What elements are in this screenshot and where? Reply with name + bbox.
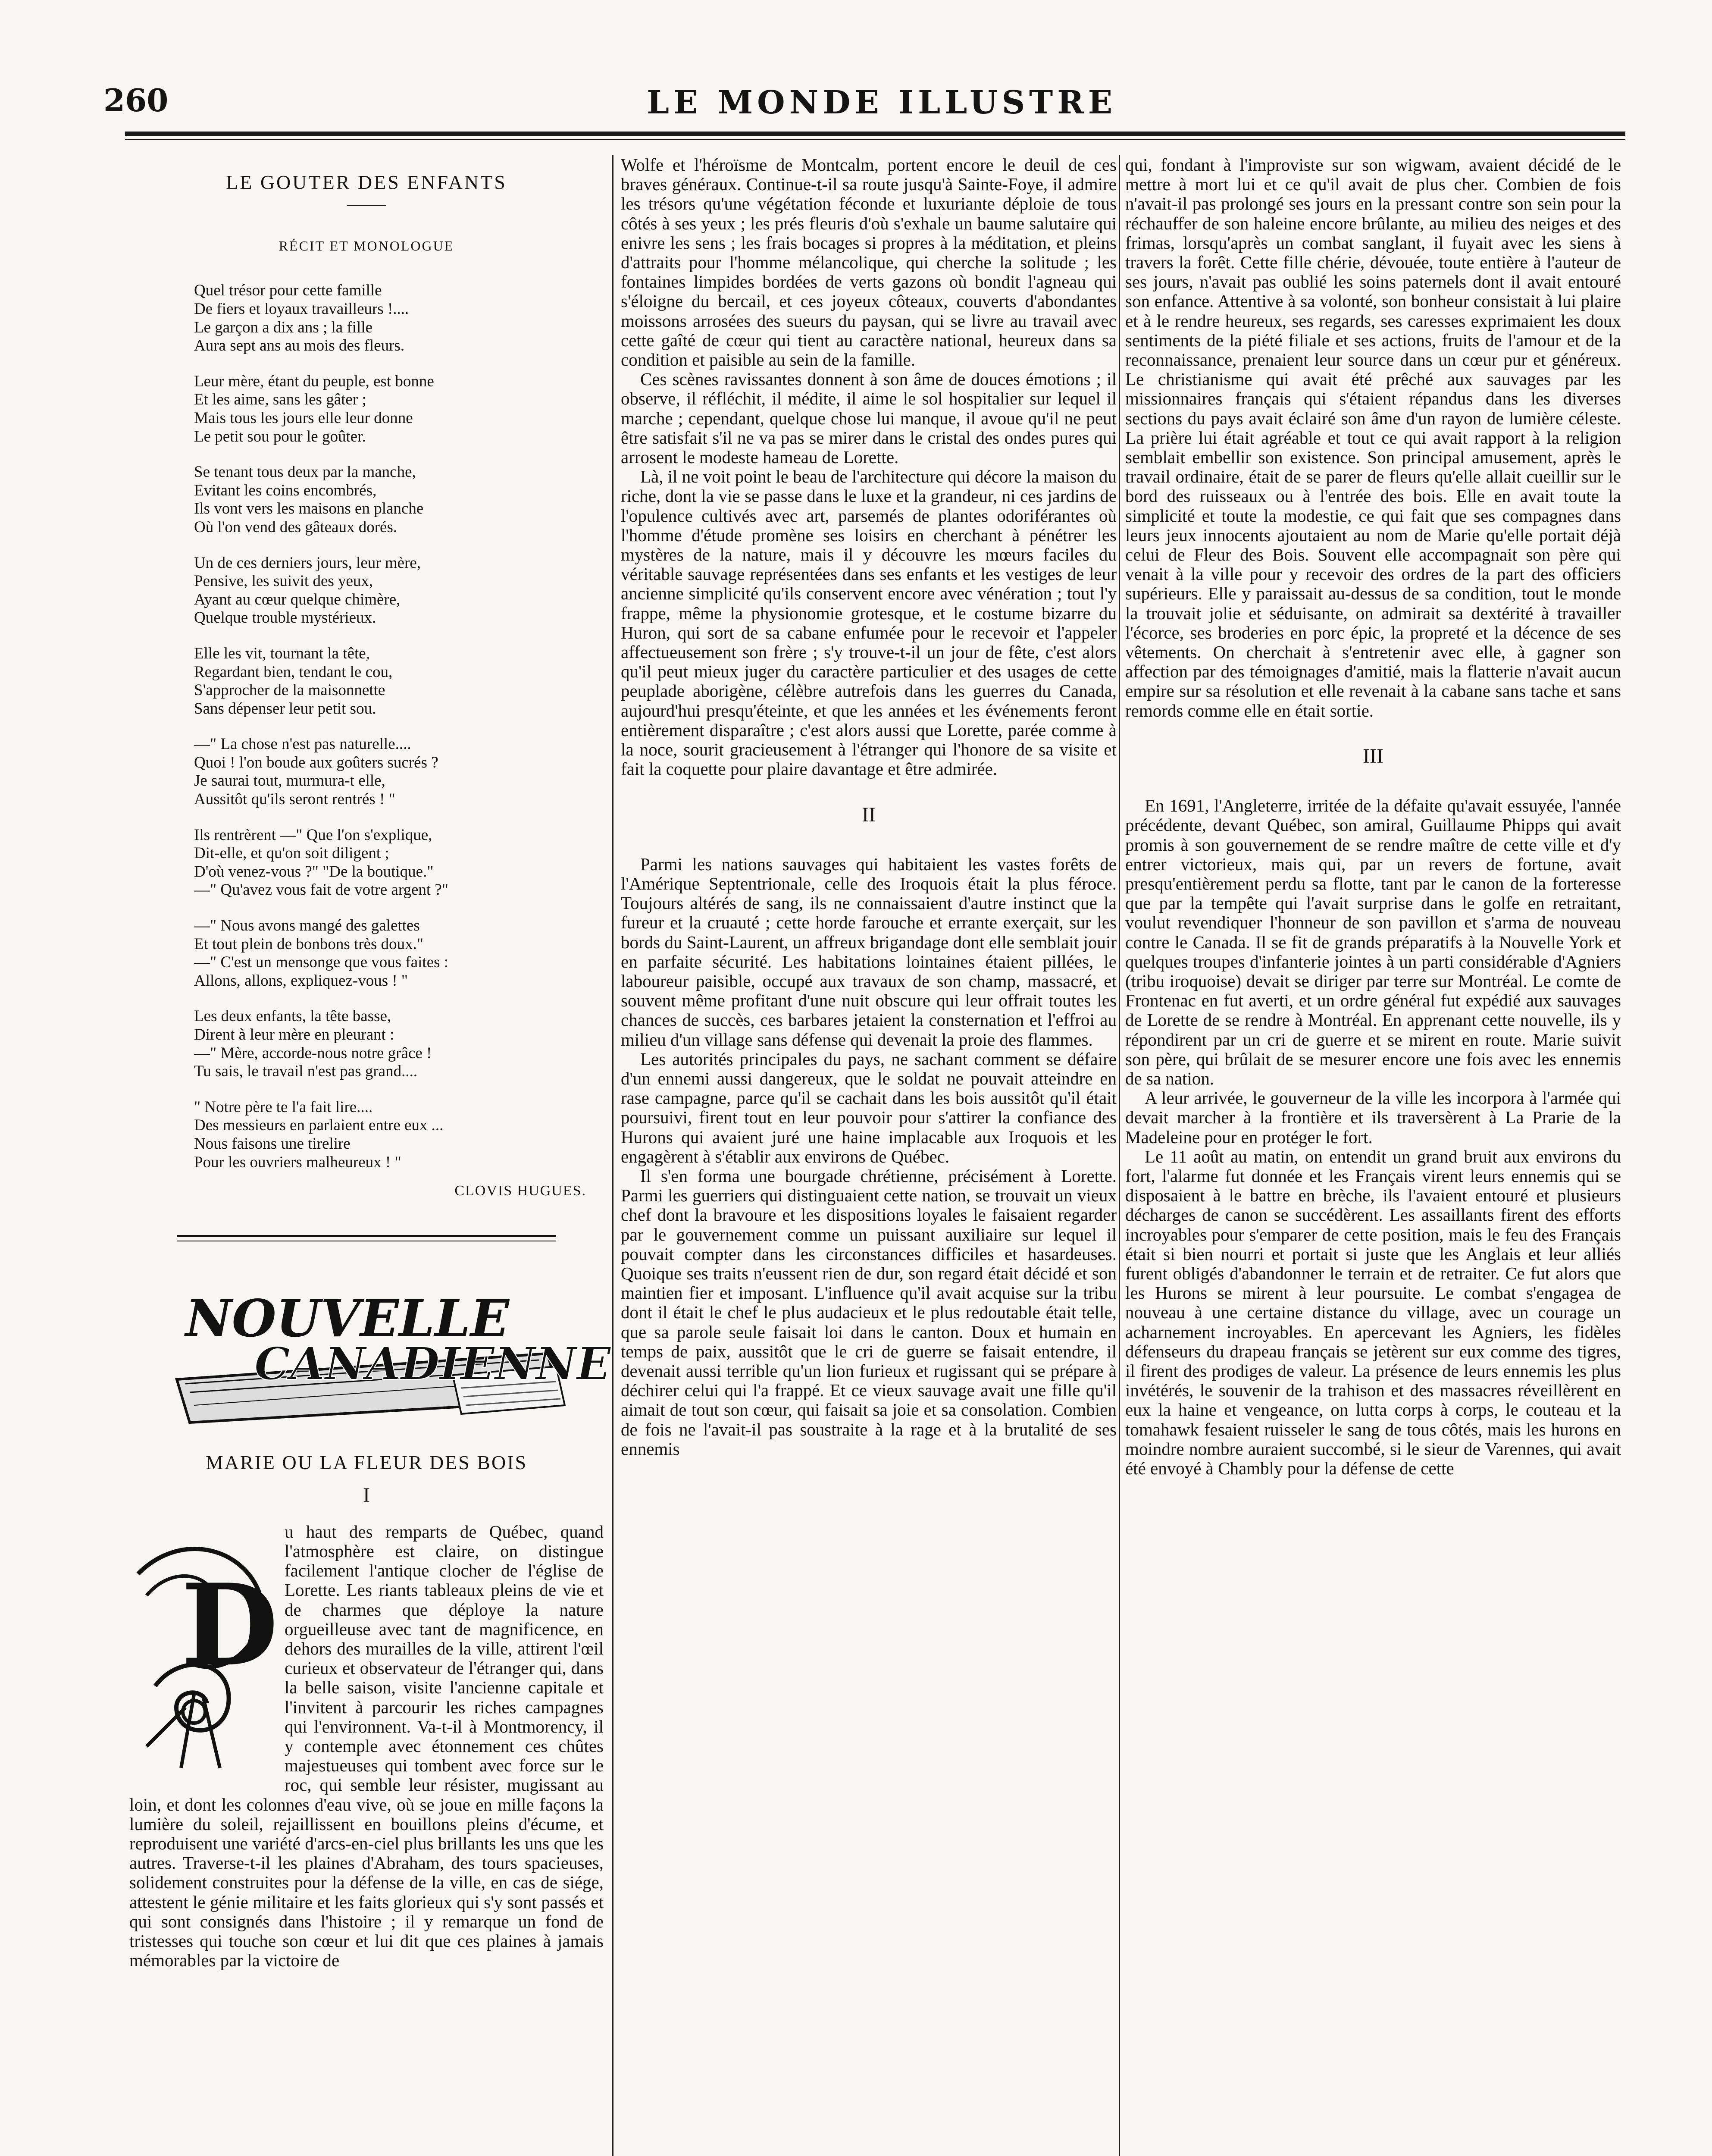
poem-line: De fiers et loyaux travailleurs !.... bbox=[194, 300, 409, 318]
poem-line: Et les aime, sans les gâter ; bbox=[194, 391, 366, 409]
column-3 bbox=[1125, 155, 1621, 1478]
poem-line: Sans dépenser leur petit sou. bbox=[194, 699, 376, 718]
paragraph: qui, fondant à l'improviste sur son wigwam, avaient décidé de le mettre à mort lui et ce qu'il avait de plus cher. Combien de fois n'avait-il pas prolongé ses jours en la pressant contre son sein pour la réchauffer de son haleine encore brûlante, au milieu des neiges et des frimas, lorsqu'après un combat sanglant, il fuyait avec les siens à travers la forêt. Cette fille chérie, dévouée, toute entière à l'auteur de ses jours, n'avait pas oublié les soins paternels dont il avait entouré son enfance. Attentive à sa volonté, son bonheur consistait à lui plaire et à le rendre heureux, ses regards, ses caresses exprimaient les doux sentiments de la piété filiale et ses actions, fruits de l'amour et de la reconnaissance, prenaient leur source dans un cœur pur et généreux. Le christianisme qui avait été prêché aux sauvages par les missionnaires français qui s'étaient répandus dans les diverses sections du pays avait éclairé son âme d'un rayon de lumière céleste. La prière lui était agréable et tout ce qui avait rapport à la religion semblait embellir son existence. Son principal amusement, après le travail ordinaire, était de se parer de fleurs qu'elle allait cueillir sur le bord des ruisseaux ou à l'entrée des bois. Elle en avait toute la simplicité et toute la modestie, ce qui fait que ses compagnes dans leurs jeux innocents ajoutaient au nom de Marie qu'elle portait déjà celui de Fleur des Bois. Souvent elle accompagnait son père qui venait à la ville pour y recevoir des ordres de la part des officiers supérieurs. Elle y paraissait au-dessus de sa condition, tout le monde la trouvait jolie et séduisante, on admirait sa dextérité à travailler l'écorce, ses broderies en porc épic, la propreté et la décence de ses vêtements. On cherchait à s'entretenir avec elle, à gagner son affection par des témoignages d'amitié, mais la flatterie n'avait aucun empire sur sa résolution et elle revenait à la cabane sans tache et sans remords comme elle en était sortie. bbox=[1125, 155, 1621, 721]
poem-line: Les deux enfants, la tête basse, bbox=[194, 1007, 391, 1025]
poem-line: Le garçon a dix ans ; la fille bbox=[194, 318, 373, 336]
story-paragraph-text: u haut des remparts de Québec, quand l'atmosphère est claire, on distingue facilement l'antique clocher de l'église de Lorette. Les riants tableaux pleins de vie et de charmes que déploye la nature orgueilleuse avec tant de magnificence, en dehors des murailles de la ville, attirent l'œil curieux et observateur de l'étranger qui, dans la belle saison, visite l'ancienne capitale et l'invitent à parcourir les riches campagnes qui l'environnent. Va-t-il à Montmorency, il y contemple avec étonnement ces chûtes majestueuses qui tombent avec force sur le roc, qui semble leur résister, mugissant au loin, et dont les colonnes d'eau vive, où se joue en mille façons la lumière du soleil, rejaillissent en bouillons pleins d'écume, et reproduisent une variété d'arcs-en-ciel plus brillants les uns que les autres. Traverse-t-il les plaines d'Abraham, des tours spacieuses, solidement construites pour la défense de la ville, en cas de siége, attestent le génie militaire et les faits glorieux qui s'y sont passés et qui sont consignés dans l'histoire ; il y remarque un fond de tristesses qui touche son cœur et lui dit que ces plaines à jamais mémorables par la victoire de bbox=[129, 1521, 604, 1971]
poem-stanza bbox=[194, 917, 604, 990]
poem-line: Mais tous les jours elle leur donne bbox=[194, 409, 413, 427]
poem-line: Quoi ! l'on boude aux goûters sucrés ? bbox=[194, 753, 438, 771]
poem-title: LE GOUTER DES ENFANTS bbox=[226, 171, 507, 193]
paragraph: Les autorités principales du pays, ne sachant comment se défaire d'un ennemi aussi dangereux, que le soldat ne pouvait atteindre en rase campagne, parce qu'il se cachait dans les bois aussitôt qu'il était poursuivi, firent tout en leur pouvoir pour s'attirer la confiance des Hurons qui avaient juré une haine implacable aux Iroquois et les engagèrent à s'établir aux environs de Québec. bbox=[621, 1049, 1117, 1166]
paragraph: Wolfe et l'héroïsme de Montcalm, portent encore le deuil de ces braves généraux. Continue-t-il sa route jusqu'à Sainte-Foye, il admire les trésors qu'une végétation féconde et luxuriante déploie de tous côtés à ses yeux ; les prés fleuris d'où s'exhale un baume salutaire qui enivre les sens ; les frais bocages si propres à la méditation, et pleins d'attraits pour l'homme mélancolique, qui cherche la solitude ; les fontaines limpides bordées de verts gazons où bondit l'agneau qui s'éloigne du bercail, et ces joyeux côteaux, couverts d'abondantes moissons arrosées des sueurs du paysan, qui se livre au travail avec cette gaîté de cœur qui tient au caractère national, heureux dans sa condition et paisible au sein de la famille. bbox=[621, 155, 1117, 370]
poem-line: Evitant les coins encombrés, bbox=[194, 481, 377, 499]
poem-line: Allons, allons, expliquez-vous ! " bbox=[194, 971, 408, 990]
header-rule-thin bbox=[125, 139, 1625, 140]
poem-stanza bbox=[194, 554, 604, 627]
paragraph: Le 11 août au matin, on entendit un grand bruit aux environs du fort, l'alarme fut donnée et les Français virent leurs ennemis qui se disposaient à le battre en brèche, ils l'avaient entouré et plusieurs décharges de canon se succédèrent. Les assaillants firent des efforts incroyables pour s'emparer de cette position, mais le feu des Français était si bien nourri et portait si juste que les Anglais et leur alliés furent obligés d'abandonner le terrain et de retraiter. Ce fut alors que les Hurons se mirent à leur poursuite. Le combat s'engagea de nouveau à une certaine distance du village, avec un courage un acharnement incroyables. En apercevant les Agniers, les fidèles défenseurs du drapeau français se jetèrent sur eux comme des tigres, il firent des prodiges de valeur. La présence de leurs ennemis les plus invétérés, le souvenir de la trahison et des massacres réveillèrent en eux la haine et vengeance, on lutta corps à corps, le couteau et la tomahawk fesaient ruisseler le sang de tous côtés, mais les hurons en moindre nombre auraient succombé, si le sieur de Varennes, qui avait été envoyé à Chambly pour la défense de cette bbox=[1125, 1146, 1621, 1478]
paragraph: Là, il ne voit point le beau de l'architecture qui décore la maison du riche, dont la vie se passe dans le luxe et la grandeur, ni ces jardins de l'opulence cultivés avec art, parsemés de plantes odoriférantes où l'homme d'étude promène ses loisirs en cherchant à pénétrer les mystères de la nature, mais il y découvre les mœurs faciles du véritable sauvage représentées dans ses enfants et les vestiges de leur ancienne simplicité qu'ils conservent encore avec vénération ; tout l'y frappe, même la physionomie grotesque, et le costume bizarre du Huron, qui sort de sa cabane enfumée pour le recevoir et l'appeler affectueusement son frère ; s'y trouve-t-il un jour de fête, c'est alors qu'il peut mieux juger du caractère particulier et des usages de cette peuplade aborigène, célèbre autrefois dans les guerres du Canada, aujourd'hui presqu'éteinte, et que les années et les événements feront entièrement disparaître ; c'est alors aussi que Lorette, parée comme à la noce, sourit gracieusement à l'étranger qui l'honore de sa visite et fait la coquette pour plaire davantage et être admirée. bbox=[621, 467, 1117, 779]
column-divider bbox=[1119, 155, 1120, 2156]
poem-line: Quel trésor pour cette famille bbox=[194, 282, 382, 300]
page-number: 260 bbox=[103, 82, 169, 119]
paragraph: En 1691, l'Angleterre, irritée de la défaite qu'avait essuyée, l'année précédente, devant Québec, son amiral, Guillaume Phipps qui avait promis à son gouvernement de se rendre maître de cette ville et d'y entrer victorieux, mais qui, par un revers de fortune, avait presqu'entièrement perdu sa flotte, tant par le canon de la forteresse que par la tempête qui l'avait surprise dans le golfe en retraitant, voulut revendiquer l'honneur de son pavillon et s'arma de nouveau contre le Canada. Il se fit de grands préparatifs à la Nouvelle York et quelques troupes d'infanterie jointes à un parti considérable d'Agniers (tribu iroquoise) devait se diriger par terre sur Montréal. Le comte de Frontenac en fut averti, et un ordre général fut expédié aux sauvages de Lorette de se rendre à Montréal. En apprenant cette nouvelle, ils y répondirent par un cri de guerre et se mirent en route. Marie suivit son père, qui brûlait de se mesurer encore une fois avec les ennemis de sa nation. bbox=[1125, 796, 1621, 1088]
poem-line: Leur mère, étant du peuple, est bonne bbox=[194, 372, 434, 390]
banner-illustration bbox=[160, 1276, 611, 1431]
section-separator bbox=[177, 1235, 556, 1237]
poem-stanza bbox=[194, 373, 604, 446]
poem-line: Nous faisons une tirelire bbox=[194, 1134, 351, 1153]
paragraph: Ces scènes ravissantes donnent à son âme de douces émotions ; il observe, il réfléchit, il médite, il aime le sol hospitalier sur lequel il marche ; cependant, quelque chose lui manque, il avoue qu'il ne peut être satisfait s'il ne va pas se mirer dans le cristal des ondes pures qui arrosent le modeste hameau de Lorette. bbox=[621, 369, 1117, 467]
poem-author: CLOVIS HUGUES. bbox=[454, 1183, 586, 1199]
poem-subtitle: RÉCIT ET MONOLOGUE bbox=[279, 238, 454, 254]
poem-stanza bbox=[194, 826, 604, 899]
poem-line: Des messieurs en parlaient entre eux ... bbox=[194, 1116, 444, 1134]
poem-line: Dit-elle, et qu'on soit diligent ; bbox=[194, 844, 389, 862]
column-divider bbox=[612, 155, 613, 2156]
poem-line: S'approcher de la maisonnette bbox=[194, 681, 385, 699]
poem-line: —" Qu'avez vous fait de votre argent ?" bbox=[194, 881, 448, 899]
poem-line: —" C'est un mensonge que vous faites : bbox=[194, 953, 449, 971]
poem-stanza bbox=[194, 463, 604, 536]
poem-stanza bbox=[194, 735, 604, 808]
banner-text-1: NOUVELLE bbox=[185, 1288, 509, 1349]
paragraph: A leur arrivée, le gouverneur de la ville les incorpora à l'armée qui devait marcher à la frontière et ils traversèrent à La Prarie de la Madeleine pour en protéger le fort. bbox=[1125, 1088, 1621, 1147]
poem-line: —" Nous avons mangé des galettes bbox=[194, 917, 420, 935]
chapter-heading: III bbox=[1363, 744, 1383, 768]
poem-line: D'où venez-vous ?" "De la boutique." bbox=[194, 862, 434, 881]
poem-stanza bbox=[194, 1007, 604, 1081]
poem-line: Un de ces derniers jours, leur mère, bbox=[194, 554, 421, 572]
chapter-heading: I bbox=[363, 1483, 370, 1507]
poem-line: Où l'on vend des gâteaux dorés. bbox=[194, 518, 397, 536]
nouvelle-canadienne-banner bbox=[160, 1276, 611, 1431]
story-title: MARIE OU LA FLEUR DES BOIS bbox=[205, 1451, 528, 1474]
story-opening-paragraph bbox=[129, 1522, 604, 1971]
poem-line: Je saurai tout, murmura-t elle, bbox=[194, 772, 385, 790]
title-rule bbox=[347, 205, 386, 206]
poem-line: Aura sept ans au mois des fleurs. bbox=[194, 337, 405, 355]
masthead: LE MONDE ILLUSTRE bbox=[647, 84, 1117, 121]
poem-line: " Notre père te l'a fait lire.... bbox=[194, 1098, 373, 1116]
poem-line: Ils vont vers les maisons en planche bbox=[194, 500, 424, 518]
header-rule bbox=[125, 132, 1625, 136]
poem-stanza bbox=[194, 282, 604, 355]
poem-line: Ils rentrèrent —" Que l'on s'explique, bbox=[194, 826, 432, 844]
poem-stanza bbox=[194, 645, 604, 718]
banner-text-2: CANADIENNE bbox=[254, 1337, 611, 1391]
paragraph: Parmi les nations sauvages qui habitaient les vastes forêts de l'Amérique Septentrionale, celle des Iroquois était la plus féroce. Toujours altérés de sang, ils ne connaissaient d'autre instinct que la fureur et la cruauté ; cette horde farouche et errante exerçait, sur les bords du Saint-Laurent, un affreux brigandage dont elle semblait jouir en parfaite sécurité. Les habitations lointaines étaient pillées, le laboureur paisible, occupé aux travaux de son champ, massacré, et souvent même profitant d'une nuit obscure qui leur offrait toutes les chances de succès, ces barbares jetaient la consternation et l'effroi au milieu d'un village sans défense qui devenait la proie des flammes. bbox=[621, 854, 1117, 1050]
paragraph: Il s'en forma une bourgade chrétienne, précisément à Lorette. Parmi les guerriers qui distinguaient cette nation, se trouvait un vieux chef dont la bravoure et les dispositions loyales le faisaient regarder par le gouvernement comme un puissant auxiliaire sur lequel il pouvait compter dans les circonstances difficiles et hasardeuses. Quoique ses traits n'eussent rien de dur, son regard était décidé et son maintien fier et imposant. L'influence qu'il avait acquise sur la tribu dont il était le chef le plus audacieux et le plus redoutable était telle, que sa parole seule faisait loi dans le canton. Doux et humain en temps de paix, aussitôt que le cri de guerre se faisait entendre, il devenait aussi terrible qu'un lion furieux et rugissant qui se prépare à déchirer celui qui l'a frappé. Et ce vieux sauvage avait une fille qu'il aimait de tout son cœur, qui faisait sa joie et sa consolation. Combien de fois ne l'avait-il pas soustraite à la rage et à la brutalité de ses ennemis bbox=[621, 1166, 1117, 1459]
poem-line: —" Mère, accorde-nous notre grâce ! bbox=[194, 1044, 432, 1062]
poem-line: —" La chose n'est pas naturelle.... bbox=[194, 735, 411, 753]
poem-stanza bbox=[194, 1098, 604, 1172]
poem-line: Et tout plein de bonbons très doux." bbox=[194, 935, 424, 953]
poem-line: Se tenant tous deux par la manche, bbox=[194, 463, 416, 481]
poem-body bbox=[194, 282, 604, 1172]
poem-line: Dirent à leur mère en pleurant : bbox=[194, 1026, 394, 1044]
poem-line: Pensive, les suivit des yeux, bbox=[194, 572, 373, 590]
column-1 bbox=[129, 155, 611, 1971]
chapter-heading: II bbox=[862, 803, 876, 826]
dropcap-letter: D bbox=[181, 1559, 279, 1691]
poem-line: Elle les vit, tournant la tête, bbox=[194, 644, 370, 662]
poem-line: Pour les ouvriers malheureux ! " bbox=[194, 1153, 401, 1171]
column-2 bbox=[621, 155, 1117, 1459]
poem-line: Quelque trouble mystérieux. bbox=[194, 609, 376, 627]
poem-line: Le petit sou pour le goûter. bbox=[194, 427, 366, 445]
poem-line: Regardant bien, tendant le cou, bbox=[194, 663, 393, 681]
poem-line: Tu sais, le travail n'est pas grand.... bbox=[194, 1062, 418, 1081]
poem-line: Aussitôt qu'ils seront rentrés ! " bbox=[194, 790, 395, 808]
dropcap-ornament-icon bbox=[129, 1522, 279, 1772]
poem-line: Ayant au cœur quelque chimère, bbox=[194, 590, 401, 608]
